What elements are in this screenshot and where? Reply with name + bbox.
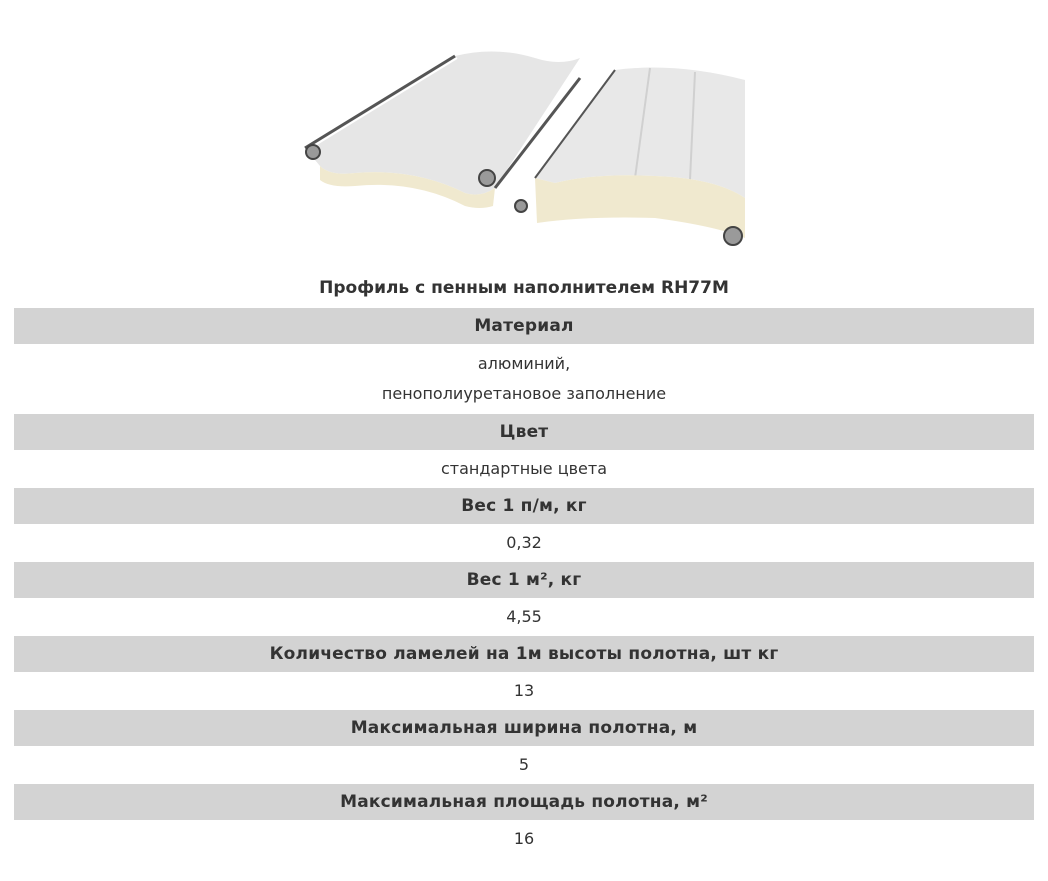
product-title: Профиль с пенным наполнителем RH77M	[319, 278, 729, 298]
spec-value-max-area	[14, 820, 1034, 858]
spec-value-slats-per-meter	[14, 672, 1034, 710]
spec-label-weight-per-square-meter: Вес 1 м², кг	[14, 562, 1034, 598]
spec-value-line: 16	[513, 829, 535, 848]
spec-label-max-width: Максимальная ширина полотна, м	[14, 710, 1034, 746]
spec-value-line: 4,55	[506, 607, 542, 626]
spec-value-weight-per-square-meter	[14, 598, 1034, 636]
spec-table	[14, 308, 1034, 858]
spec-value-line: пенополиуретановое заполнение	[381, 384, 667, 403]
spec-value-max-width	[14, 746, 1034, 784]
spec-value-color	[14, 450, 1034, 488]
spec-label-material: Материал	[14, 308, 1034, 344]
spec-value-line: алюминий,	[477, 354, 571, 373]
spec-value-material	[14, 344, 1034, 414]
spec-label-weight-per-meter: Вес 1 п/м, кг	[14, 488, 1034, 524]
product-image	[295, 48, 755, 258]
spec-label-color: Цвет	[14, 414, 1034, 450]
spec-value-line: стандартные цвета	[440, 459, 608, 478]
spec-value-line: 13	[513, 681, 535, 700]
spec-label-max-area: Максимальная площадь полотна, м²	[14, 784, 1034, 820]
spec-value-line: 0,32	[506, 533, 542, 552]
spec-label-slats-per-meter: Количество ламелей на 1м высоты полотна, шт кг	[14, 636, 1034, 672]
spec-value-weight-per-meter	[14, 524, 1034, 562]
spec-value-line: 5	[518, 755, 530, 774]
